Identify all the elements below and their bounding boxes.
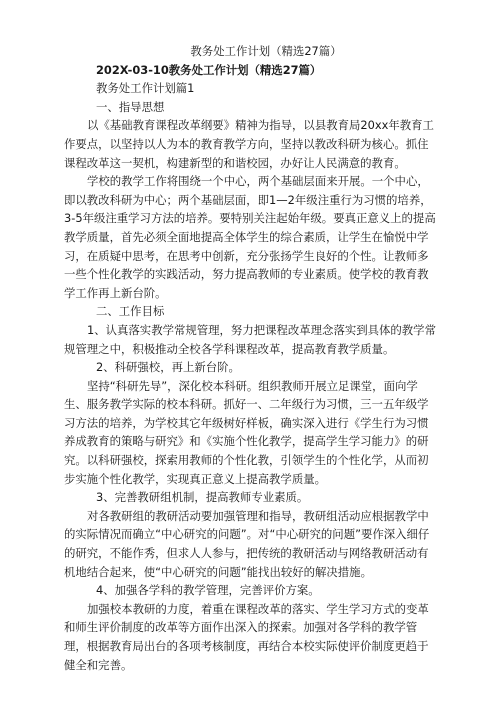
goal-3-title: 3、完善教研组机制，提高教师专业素质。 xyxy=(96,490,309,505)
section-heading-1: 一、指导思想 xyxy=(96,99,165,114)
paragraph-2: 学校的教学工作将围绕一个中心，两个基础层面来开展。一个中心，即以教改科研为中心；两个基础层面，即1—2年级注重行为习惯的培养，3-5年级注重学习方法的培养。要特别关注起始年级。要真正意义上的提高教学质量，首先必须全面地提高全体学生的综合素质，让学生在愉悦中学习，在质疑中思考，在思考中创新，充分张扬学生良好的个性。让教师多一些个性化教学的实践活动，努力提高教师的专业素质。使学校的教育教学工作再上新台阶。 xyxy=(64,174,436,300)
goal-2-title: 2、科研强校，再上新台阶。 xyxy=(96,360,240,375)
goal-1: 1、认真落实教学常规管理，努力把课程改革理念落实到具体的教学常规管理之中，积极推动全校各学科课程改革，提高教育教学质量。 xyxy=(64,322,436,356)
section-heading-2: 二、工作目标 xyxy=(96,304,165,319)
goal-2-body: 坚持“科研先导”，深化校本科研。组织教师开展立足课堂，面向学生、服务教学实际的校本科研。抓好一、二年级行为习惯，三一五年级学习方法的培养，为学校其它年级树好样板，确实深入进行《学生行为习惯养成教育的策略与研究》和《实施个性化教学，提高学生学习能力》的研究。以科研强校，探索用教师的个性化教，引领学生的个性化学，从而初步实施个性化教学，实现真正意义上提高教学质量。 xyxy=(64,378,429,486)
paragraph-1: 以《基础教育课程改革纲要》精神为指导，以县教育局20xx年教育工作要点，以坚持以人为本的教育教学方向，坚持以教改科研为核心。抓住课程改革这一契机，构建新型的和谐校园，办好让人民满意的教育。 xyxy=(64,118,434,170)
article-title: 教务处工作计划篇1 xyxy=(96,81,195,96)
goal-4-body: 加强校本教研的力度，着重在课程改革的落实、学生学习方式的变革和师生评价制度的改革等方面作出深入的探索。加强对各学科的教学管理，根据教育局出台的各项考核制度，再结合本校实际使评价制度更趋于健全和完善。 xyxy=(64,601,429,672)
goal-3-body: 对各教研组的教研活动要加强管理和指导，教研组活动应根据教学中的实际情况而确立“中心研究的问题”。对“中心研究的问题”要作深入细仔的研究，不能作秀，但求人人参与，把传统的教研活动与网络教研活动有机地结合起来，使“中心研究的问题”能找出较好的解决措施。 xyxy=(64,508,430,579)
document-title: 教务处工作计划（精选27篇） xyxy=(190,44,342,58)
goal-4-title: 4、加强各学科的教学管理，完善评价方案。 xyxy=(96,583,320,598)
document-subtitle: 202X-03-10教务处工作计划（精选27篇） xyxy=(96,62,322,77)
